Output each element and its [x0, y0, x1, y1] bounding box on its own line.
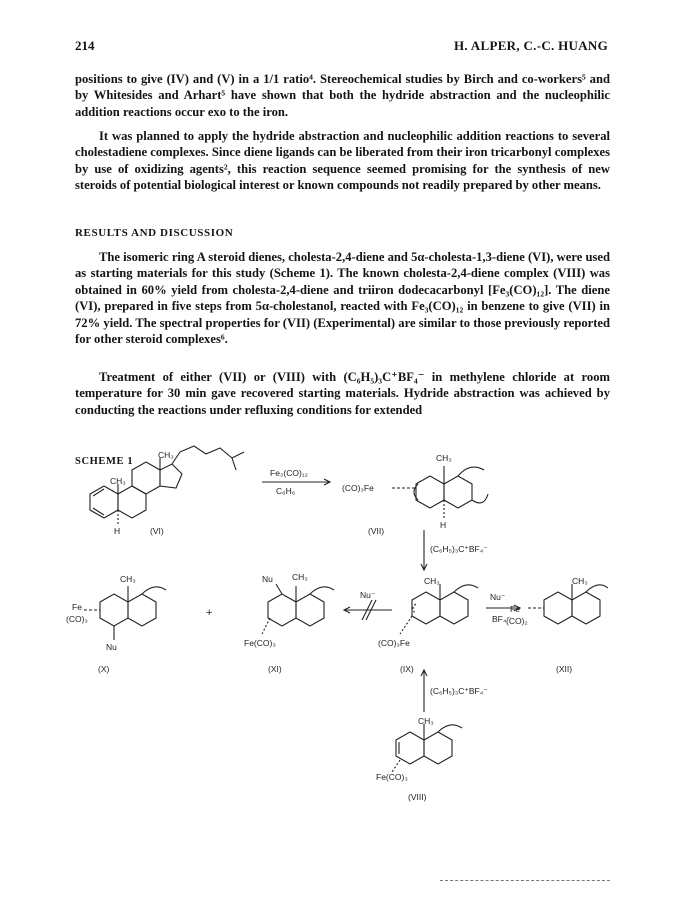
nu-minus-label: Nu⁻ — [490, 592, 506, 602]
feco3-label: Fe(CO)₃ — [376, 772, 408, 782]
paragraph-1: positions to give (IV) and (V) in a 1/1 ratio⁴. Stereochemical studies by Birch and co-workers⁵ and by Whitesides and Arhart⁵ have shown that both the hydride abstraction and the nucleophilic addition reactions occur exo to the iron. — [75, 72, 610, 119]
ch3-label: CH₃ — [110, 476, 126, 486]
fe-label: Fe — [510, 604, 520, 614]
fe-label: Fe — [72, 602, 82, 612]
ch3-label: CH₃ — [418, 716, 434, 726]
feco3-label: Fe(CO)₃ — [244, 638, 276, 648]
compound-label-viii: (VIII) — [408, 792, 427, 802]
ch3-label: CH₃ — [436, 453, 452, 463]
compound-vii-structure — [392, 466, 488, 518]
ch3-label: CH₃ — [120, 574, 136, 584]
reagent-trityl-bottom: (C₆H₅)₃C⁺BF₄⁻ — [430, 686, 488, 696]
compound-label-vi: (VI) — [150, 526, 164, 536]
co3-label: (CO)₃ — [66, 614, 88, 624]
co3fe-label: (CO)₃Fe — [342, 483, 374, 493]
paragraph-3: The isomeric ring A steroid dienes, cholesta-2,4-diene and 5α-cholesta-1,3-diene (VI), were used as starting materials for this study (Scheme 1). The known cholesta-2,4-diene complex (VIII) was obtained in 60% yield from cholesta-2,4-diene and triiron dodecacarbonyl [Fe₃(CO)₁₂]. The diene (VI), prepared in five steps from 5α-cholestanol, reacted with Fe₃(CO)₁₂ in benzene to give (VII) in 72% yield. The spectral properties for (VII) (Experimental) are similar to those previously reported for other steroid complexes⁶. — [75, 250, 610, 347]
paragraph-4: Treatment of either (VII) or (VIII) with (C₆H₅)₃C⁺BF₄⁻ in methylene chloride at room temperature for 30 min gave recovered starting materials. Hydride abstraction was achieved by conducting the reactions under refluxing conditions for extended — [75, 370, 610, 417]
co3fe-label: (CO)₃Fe — [378, 638, 410, 648]
page-number: 214 — [75, 38, 95, 53]
ch3-label: CH₃ — [158, 450, 174, 460]
section-heading: RESULTS AND DISCUSSION — [75, 227, 234, 239]
reaction-scheme — [0, 440, 680, 880]
compound-ix-structure — [400, 584, 478, 634]
co2-label: (CO)₂ — [506, 616, 528, 626]
reagent-trityl-top: (C₆H₅)₃C⁺BF₄⁻ — [430, 544, 488, 554]
ch3-label: CH₃ — [572, 576, 588, 586]
scheme-label: SCHEME 1 — [75, 456, 134, 467]
compound-x-structure — [84, 586, 166, 640]
compound-label-vii: (VII) — [368, 526, 385, 536]
plus-sign: + — [206, 607, 213, 619]
h-label: H — [114, 526, 121, 536]
reagent-c6h6: C₆H₆ — [276, 486, 296, 496]
nu-label: Nu — [106, 642, 117, 652]
bottom-rule — [440, 880, 610, 881]
nu-label: Nu — [262, 574, 273, 584]
page-header — [75, 38, 608, 56]
compound-viii-structure — [392, 724, 462, 772]
ch3-label: CH₃ — [292, 572, 308, 582]
compound-label-ix: (IX) — [400, 664, 414, 674]
paragraph-2: It was planned to apply the hydride abstraction and nucleophilic addition reactions to several cholestadiene complexes. Since diene ligands can be liberated from their iron tricarbonyl complexes by use of oxidizing agents², this reaction sequence seemed promising for the synthesis of new steroids of potential biological interest or known compounds not readily prepared by other means. — [75, 129, 610, 193]
ch3-label: CH₃ — [424, 576, 440, 586]
nu-minus-label: Nu⁻ — [360, 590, 376, 600]
compound-xii-structure — [528, 584, 608, 624]
compound-label-x: (X) — [98, 664, 110, 674]
bf4-label: BF₄⁻ — [492, 614, 511, 624]
compound-label-xii: (XII) — [556, 664, 573, 674]
reagent-fe3co12: Fe₃(CO)₁₂ — [270, 468, 308, 478]
running-head: H. ALPER, C.-C. HUANG — [454, 38, 608, 53]
compound-xi-structure — [262, 584, 334, 634]
h-label: H — [440, 520, 447, 530]
compound-label-xi: (XI) — [268, 664, 282, 674]
